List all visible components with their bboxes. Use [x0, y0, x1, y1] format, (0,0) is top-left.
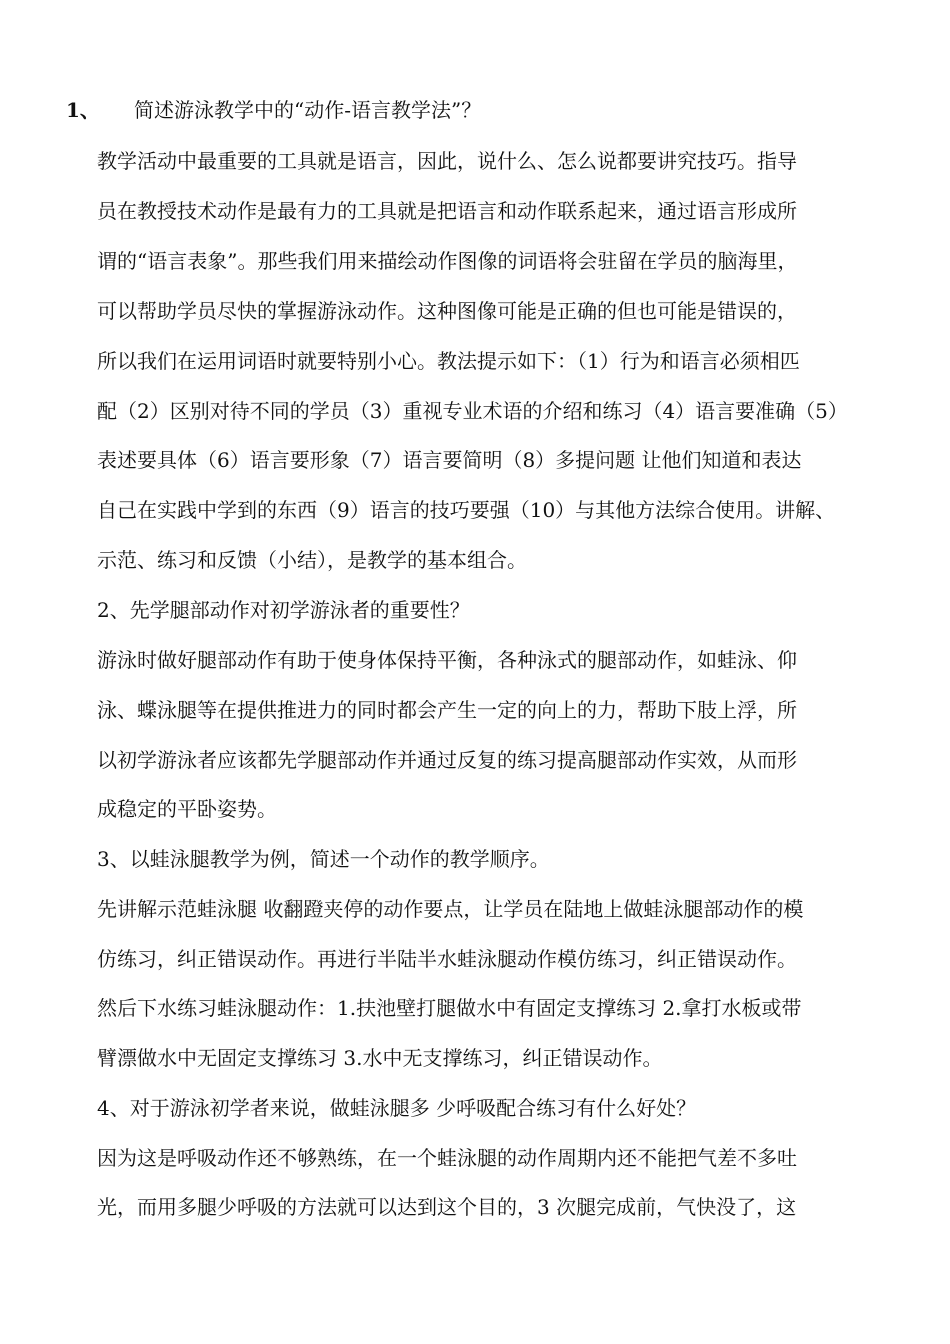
answer-2-line-2: 泳、蝶泳腿等在提供推进力的同时都会产生一定的向上的力，帮助下肢上浮，所: [97, 698, 797, 722]
answer-2-line-1: 游泳时做好腿部动作有助于使身体保持平衡，各种泳式的腿部动作，如蛙泳、仰: [97, 648, 797, 672]
answer-1-line-6: 配（2）区别对待不同的学员（3）重视专业术语的介绍和练习（4）语言要准确（5）: [97, 399, 848, 423]
answer-3-line-2: 仿练习，纠正错误动作。再进行半陆半水蛙泳腿动作模仿练习，纠正错误动作。: [97, 947, 797, 971]
question-4-heading: 4、对于游泳初学者来说，做蛙泳腿多 少呼吸配合练习有什么好处？: [97, 1096, 697, 1120]
question-3-heading: 3、以蛙泳腿教学为例，简述一个动作的教学顺序。: [97, 847, 550, 871]
answer-2-line-3: 以初学游泳者应该都先学腿部动作并通过反复的练习提高腿部动作实效，从而形: [97, 748, 797, 772]
answer-1-line-3: 谓的“语言表象”。那些我们用来描绘动作图像的词语将会驻留在学员的脑海里，: [97, 249, 798, 273]
answer-1-line-7: 表述要具体（6）语言要形象（7）语言要简明（8）多提问题 让他们知道和表达: [97, 448, 802, 472]
answer-2-line-4: 成稳定的平卧姿势。: [97, 797, 277, 821]
answer-1-line-9: 示范、练习和反馈（小结），是教学的基本组合。: [97, 548, 527, 572]
answer-1-line-1: 教学活动中最重要的工具就是语言，因此，说什么、怎么说都要讲究技巧。指导: [97, 149, 797, 173]
answer-3-line-4: 臂漂做水中无固定支撑练习 3.水中无支撑练习，纠正错误动作。: [97, 1046, 663, 1070]
answer-3-line-1: 先讲解示范蛙泳腿 收翻蹬夹停的动作要点，让学员在陆地上做蛙泳腿部动作的模: [97, 897, 804, 921]
question-1-text: 简述游泳教学中的“动作-语言教学法”？: [134, 98, 482, 122]
answer-1-line-8: 自己在实践中学到的东西（9）语言的技巧要强（10）与其他方法综合使用。讲解、: [97, 498, 836, 522]
question-1-number: 1、: [66, 98, 100, 122]
question-2-heading: 2、先学腿部动作对初学游泳者的重要性？: [97, 598, 470, 622]
answer-4-line-2: 光，而用多腿少呼吸的方法就可以达到这个目的，3 次腿完成前，气快没了，这: [97, 1195, 797, 1219]
answer-3-line-3: 然后下水练习蛙泳腿动作：1.扶池壁打腿做水中有固定支撑练习 2.拿打水板或带: [97, 996, 802, 1020]
answer-4-line-1: 因为这是呼吸动作还不够熟练，在一个蛙泳腿的动作周期内还不能把气差不多吐: [97, 1146, 797, 1170]
question-1-heading: [66, 96, 856, 124]
answer-1-line-5: 所以我们在运用词语时就要特别小心。教法提示如下：（1）行为和语言必须相匹: [97, 349, 800, 373]
answer-1-line-2: 员在教授技术动作是最有力的工具就是把语言和动作联系起来，通过语言形成所: [97, 199, 797, 223]
answer-1-line-4: 可以帮助学员尽快的掌握游泳动作。这种图像可能是正确的但也可能是错误的，: [97, 299, 797, 323]
